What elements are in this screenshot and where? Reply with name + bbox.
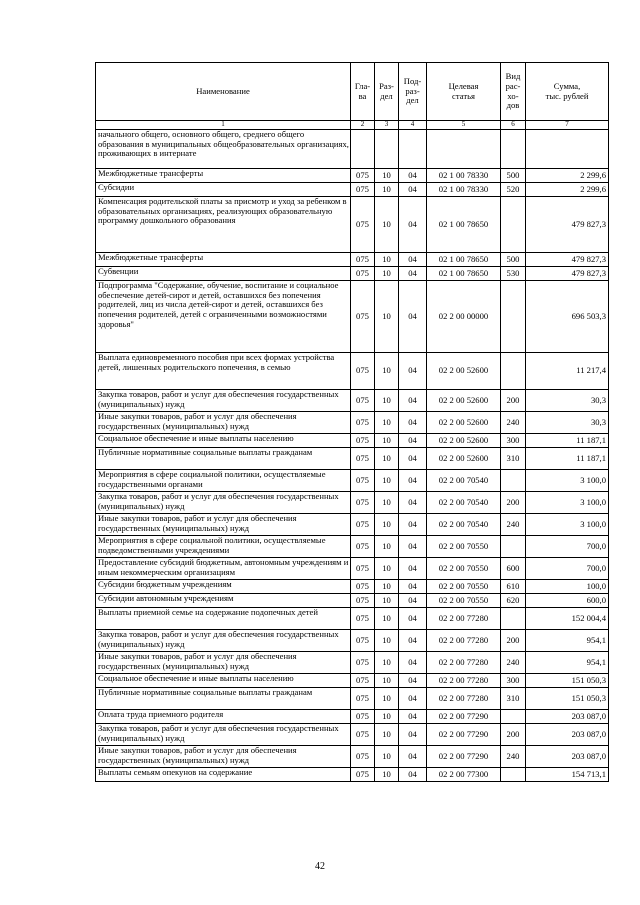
cell-type: 520	[501, 183, 526, 197]
cell-amount: 203 087,0	[526, 724, 609, 746]
cell-chapter: 075	[351, 514, 375, 536]
cell-section: 10	[375, 630, 399, 652]
column-number: 3	[375, 121, 399, 130]
cell-subsection: 04	[399, 412, 427, 434]
cell-chapter: 075	[351, 710, 375, 724]
cell-type: 500	[501, 169, 526, 183]
cell-type	[501, 197, 526, 253]
cell-target: 02 1 00 78650	[427, 253, 501, 267]
table-row	[96, 580, 609, 594]
cell-target: 02 2 00 77290	[427, 724, 501, 746]
cell-type: 310	[501, 688, 526, 710]
cell-section: 10	[375, 558, 399, 580]
cell-name: Выплата единовременного пособия при всех формах устройства детей, лишенных родительского попечения, в семью	[96, 353, 351, 390]
cell-subsection: 04	[399, 183, 427, 197]
cell-name: Межбюджетные трансферты	[96, 169, 351, 183]
table-row	[96, 652, 609, 674]
header-subsection: Под- раз- дел	[399, 63, 427, 121]
cell-amount: 11 217,4	[526, 353, 609, 390]
cell-name: Закупка товаров, работ и услуг для обеспечения государственных (муниципальных) нужд	[96, 630, 351, 652]
cell-subsection: 04	[399, 267, 427, 281]
table-row	[96, 674, 609, 688]
table-row	[96, 768, 609, 782]
cell-chapter: 075	[351, 470, 375, 492]
cell-subsection: 04	[399, 197, 427, 253]
cell-subsection: 04	[399, 630, 427, 652]
cell-name: Иные закупки товаров, работ и услуг для обеспечения государственных (муниципальных) нужд	[96, 652, 351, 674]
cell-amount: 479 827,3	[526, 253, 609, 267]
cell-type	[501, 608, 526, 630]
cell-type	[501, 353, 526, 390]
cell-subsection: 04	[399, 536, 427, 558]
cell-chapter: 075	[351, 183, 375, 197]
cell-type	[501, 710, 526, 724]
cell-subsection: 04	[399, 514, 427, 536]
cell-section: 10	[375, 652, 399, 674]
cell-name: Выплаты семьям опекунов на содержание	[96, 768, 351, 782]
column-number: 1	[96, 121, 351, 130]
cell-chapter: 075	[351, 608, 375, 630]
cell-subsection: 04	[399, 768, 427, 782]
table-row	[96, 267, 609, 281]
header-chapter: Гла- ва	[351, 63, 375, 121]
header-target: Целевая статья	[427, 63, 501, 121]
cell-chapter: 075	[351, 281, 375, 353]
cell-subsection: 04	[399, 608, 427, 630]
cell-subsection: 04	[399, 688, 427, 710]
cell-chapter: 075	[351, 652, 375, 674]
cell-name: Закупка товаров, работ и услуг для обеспечения государственных (муниципальных) нужд	[96, 390, 351, 412]
cell-chapter: 075	[351, 746, 375, 768]
cell-amount: 600,0	[526, 594, 609, 608]
cell-chapter: 075	[351, 580, 375, 594]
cell-chapter: 075	[351, 448, 375, 470]
cell-amount: 152 004,4	[526, 608, 609, 630]
cell-subsection: 04	[399, 492, 427, 514]
cell-target: 02 1 00 78330	[427, 183, 501, 197]
cell-chapter: 075	[351, 724, 375, 746]
cell-name: Мероприятия в сфере социальной политики, осуществляемые государственными органами	[96, 470, 351, 492]
cell-section: 10	[375, 768, 399, 782]
cell-chapter: 075	[351, 630, 375, 652]
cell-section: 10	[375, 412, 399, 434]
cell-subsection: 04	[399, 746, 427, 768]
cell-name: Социальное обеспечение и иные выплаты населению	[96, 434, 351, 448]
table-row	[96, 470, 609, 492]
column-number: 2	[351, 121, 375, 130]
cell-section: 10	[375, 434, 399, 448]
cell-chapter: 075	[351, 674, 375, 688]
cell-section: 10	[375, 514, 399, 536]
cell-amount: 954,1	[526, 652, 609, 674]
cell-name: Иные закупки товаров, работ и услуг для обеспечения государственных (муниципальных) нужд	[96, 746, 351, 768]
cell-amount: 479 827,3	[526, 267, 609, 281]
table-row	[96, 630, 609, 652]
cell-amount: 11 187,1	[526, 448, 609, 470]
cell-subsection: 04	[399, 652, 427, 674]
cell-name: Публичные нормативные социальные выплаты гражданам	[96, 688, 351, 710]
cell-target: 02 2 00 77300	[427, 768, 501, 782]
cell-name: Закупка товаров, работ и услуг для обеспечения государственных (муниципальных) нужд	[96, 492, 351, 514]
cell-type: 240	[501, 412, 526, 434]
cell-section: 10	[375, 353, 399, 390]
cell-type: 610	[501, 580, 526, 594]
cell-type: 200	[501, 492, 526, 514]
cell-section: 10	[375, 674, 399, 688]
cell-amount: 100,0	[526, 580, 609, 594]
cell-name: Субсидии бюджетным учреждениям	[96, 580, 351, 594]
cell-target: 02 2 00 77280	[427, 674, 501, 688]
header-type: Вид рас- хо- дов	[501, 63, 526, 121]
cell-section: 10	[375, 470, 399, 492]
cell-section: 10	[375, 608, 399, 630]
page-number: 42	[315, 861, 325, 872]
cell-subsection: 04	[399, 353, 427, 390]
cell-subsection: 04	[399, 281, 427, 353]
cell-amount: 3 100,0	[526, 514, 609, 536]
cell-section: 10	[375, 448, 399, 470]
cell-target: 02 1 00 78650	[427, 197, 501, 253]
table-body	[96, 130, 609, 782]
cell-target: 02 2 00 70540	[427, 470, 501, 492]
cell-type: 200	[501, 630, 526, 652]
table-row	[96, 412, 609, 434]
cell-amount: 151 050,3	[526, 688, 609, 710]
cell-subsection: 04	[399, 390, 427, 412]
table-row	[96, 390, 609, 412]
column-number: 5	[427, 121, 501, 130]
cell-amount: 700,0	[526, 558, 609, 580]
cell-chapter: 075	[351, 197, 375, 253]
table-row	[96, 183, 609, 197]
column-number-row	[96, 121, 609, 130]
cell-name: Оплата труда приемного родителя	[96, 710, 351, 724]
cell-chapter: 075	[351, 353, 375, 390]
table-row	[96, 608, 609, 630]
cell-chapter: 075	[351, 536, 375, 558]
cell-chapter: 075	[351, 688, 375, 710]
cell-name: начального общего, основного общего, среднего общего образования в муниципальных общеобразовательных организациях, проживающих в интернате	[96, 130, 351, 169]
cell-target: 02 2 00 70550	[427, 580, 501, 594]
table-row	[96, 724, 609, 746]
cell-type: 310	[501, 448, 526, 470]
cell-target: 02 2 00 77290	[427, 710, 501, 724]
cell-target: 02 2 00 70550	[427, 594, 501, 608]
cell-type: 200	[501, 724, 526, 746]
cell-chapter: 075	[351, 492, 375, 514]
cell-subsection: 04	[399, 594, 427, 608]
cell-target: 02 2 00 77290	[427, 746, 501, 768]
cell-section: 10	[375, 390, 399, 412]
cell-subsection: 04	[399, 558, 427, 580]
cell-target: 02 2 00 52600	[427, 390, 501, 412]
column-number: 7	[526, 121, 609, 130]
cell-target: 02 2 00 70550	[427, 536, 501, 558]
cell-section: 10	[375, 169, 399, 183]
cell-name: Предоставление субсидий бюджетным, автономным учреждениям и иным некоммерческим организациям	[96, 558, 351, 580]
cell-target	[427, 130, 501, 169]
cell-name: Мероприятия в сфере социальной политики, осуществляемые подведомственными учреждениями	[96, 536, 351, 558]
cell-subsection	[399, 130, 427, 169]
cell-target: 02 2 00 77280	[427, 652, 501, 674]
cell-type	[501, 536, 526, 558]
cell-amount: 3 100,0	[526, 470, 609, 492]
cell-subsection: 04	[399, 253, 427, 267]
cell-name: Социальное обеспечение и иные выплаты населению	[96, 674, 351, 688]
cell-amount: 151 050,3	[526, 674, 609, 688]
cell-type	[501, 281, 526, 353]
cell-type: 500	[501, 253, 526, 267]
cell-amount: 203 087,0	[526, 710, 609, 724]
cell-name: Субсидии автономным учреждениям	[96, 594, 351, 608]
cell-target: 02 2 00 70540	[427, 492, 501, 514]
cell-name: Подпрограмма "Содержание, обучение, воспитание и социальное обеспечение детей-сирот и детей, оставшихся без попечения родителей, лиц из числа детей-сирот и детей, оставшихся без попечения родителей, детей с ограниченными возможностями здоровья"	[96, 281, 351, 353]
header-section: Раз- дел	[375, 63, 399, 121]
cell-chapter: 075	[351, 169, 375, 183]
cell-type: 620	[501, 594, 526, 608]
cell-name: Субсидии	[96, 183, 351, 197]
cell-amount: 30,3	[526, 412, 609, 434]
cell-section: 10	[375, 536, 399, 558]
table-row	[96, 281, 609, 353]
cell-subsection: 04	[399, 169, 427, 183]
cell-section: 10	[375, 492, 399, 514]
table-row	[96, 514, 609, 536]
cell-amount: 696 503,3	[526, 281, 609, 353]
table-row	[96, 130, 609, 169]
cell-target: 02 2 00 77280	[427, 688, 501, 710]
table-row	[96, 253, 609, 267]
cell-type: 600	[501, 558, 526, 580]
cell-section: 10	[375, 281, 399, 353]
cell-amount: 2 299,6	[526, 183, 609, 197]
cell-target: 02 2 00 52600	[427, 448, 501, 470]
cell-amount: 30,3	[526, 390, 609, 412]
table-row	[96, 710, 609, 724]
cell-amount: 11 187,1	[526, 434, 609, 448]
cell-type: 200	[501, 390, 526, 412]
cell-section: 10	[375, 688, 399, 710]
cell-amount: 2 299,6	[526, 169, 609, 183]
cell-chapter: 075	[351, 558, 375, 580]
cell-subsection: 04	[399, 434, 427, 448]
cell-type: 300	[501, 434, 526, 448]
table-row	[96, 558, 609, 580]
header-name: Наименование	[96, 63, 351, 121]
cell-type: 240	[501, 514, 526, 536]
cell-chapter: 075	[351, 594, 375, 608]
cell-chapter	[351, 130, 375, 169]
cell-type	[501, 130, 526, 169]
cell-section: 10	[375, 197, 399, 253]
cell-target: 02 2 00 52600	[427, 412, 501, 434]
table-row	[96, 197, 609, 253]
cell-amount: 203 087,0	[526, 746, 609, 768]
cell-target: 02 2 00 77280	[427, 630, 501, 652]
cell-type: 530	[501, 267, 526, 281]
cell-subsection: 04	[399, 470, 427, 492]
table-row	[96, 353, 609, 390]
cell-section	[375, 130, 399, 169]
cell-name: Закупка товаров, работ и услуг для обеспечения государственных (муниципальных) нужд	[96, 724, 351, 746]
cell-target: 02 2 00 70550	[427, 558, 501, 580]
cell-name: Межбюджетные трансферты	[96, 253, 351, 267]
cell-type: 300	[501, 674, 526, 688]
cell-subsection: 04	[399, 710, 427, 724]
cell-subsection: 04	[399, 580, 427, 594]
cell-name: Публичные нормативные социальные выплаты гражданам	[96, 448, 351, 470]
cell-type	[501, 768, 526, 782]
column-number: 4	[399, 121, 427, 130]
cell-chapter: 075	[351, 253, 375, 267]
table-row	[96, 448, 609, 470]
cell-target: 02 2 00 52600	[427, 353, 501, 390]
cell-amount	[526, 130, 609, 169]
cell-subsection: 04	[399, 724, 427, 746]
cell-name: Компенсация родительской платы за присмотр и уход за ребенком в образовательных организациях, реализующих образовательную программу дошкольного образования	[96, 197, 351, 253]
cell-section: 10	[375, 253, 399, 267]
cell-section: 10	[375, 746, 399, 768]
cell-type: 240	[501, 746, 526, 768]
cell-chapter: 075	[351, 390, 375, 412]
cell-section: 10	[375, 267, 399, 281]
cell-name: Субвенции	[96, 267, 351, 281]
cell-amount: 3 100,0	[526, 492, 609, 514]
cell-section: 10	[375, 724, 399, 746]
column-number: 6	[501, 121, 526, 130]
cell-amount: 154 713,1	[526, 768, 609, 782]
cell-amount: 479 827,3	[526, 197, 609, 253]
cell-chapter: 075	[351, 267, 375, 281]
cell-amount: 700,0	[526, 536, 609, 558]
cell-chapter: 075	[351, 412, 375, 434]
cell-type: 240	[501, 652, 526, 674]
cell-subsection: 04	[399, 674, 427, 688]
cell-amount: 954,1	[526, 630, 609, 652]
table-row	[96, 492, 609, 514]
table-row	[96, 434, 609, 448]
cell-target: 02 2 00 52600	[427, 434, 501, 448]
cell-target: 02 1 00 78650	[427, 267, 501, 281]
table-header-row	[96, 63, 609, 121]
cell-type	[501, 470, 526, 492]
cell-chapter: 075	[351, 434, 375, 448]
table-row	[96, 169, 609, 183]
cell-section: 10	[375, 710, 399, 724]
cell-target: 02 2 00 00000	[427, 281, 501, 353]
table-row	[96, 688, 609, 710]
cell-name: Иные закупки товаров, работ и услуг для обеспечения государственных (муниципальных) нужд	[96, 514, 351, 536]
header-amount: Сумма, тыс. рублей	[526, 63, 609, 121]
table-row	[96, 594, 609, 608]
cell-chapter: 075	[351, 768, 375, 782]
cell-subsection: 04	[399, 448, 427, 470]
cell-name: Иные закупки товаров, работ и услуг для обеспечения государственных (муниципальных) нужд	[96, 412, 351, 434]
cell-target: 02 1 00 78330	[427, 169, 501, 183]
table-row	[96, 746, 609, 768]
cell-target: 02 2 00 77280	[427, 608, 501, 630]
cell-name: Выплаты приемной семье на содержание подопечных детей	[96, 608, 351, 630]
cell-section: 10	[375, 594, 399, 608]
cell-section: 10	[375, 580, 399, 594]
cell-section: 10	[375, 183, 399, 197]
table-row	[96, 536, 609, 558]
budget-table	[95, 62, 609, 782]
cell-target: 02 2 00 70540	[427, 514, 501, 536]
